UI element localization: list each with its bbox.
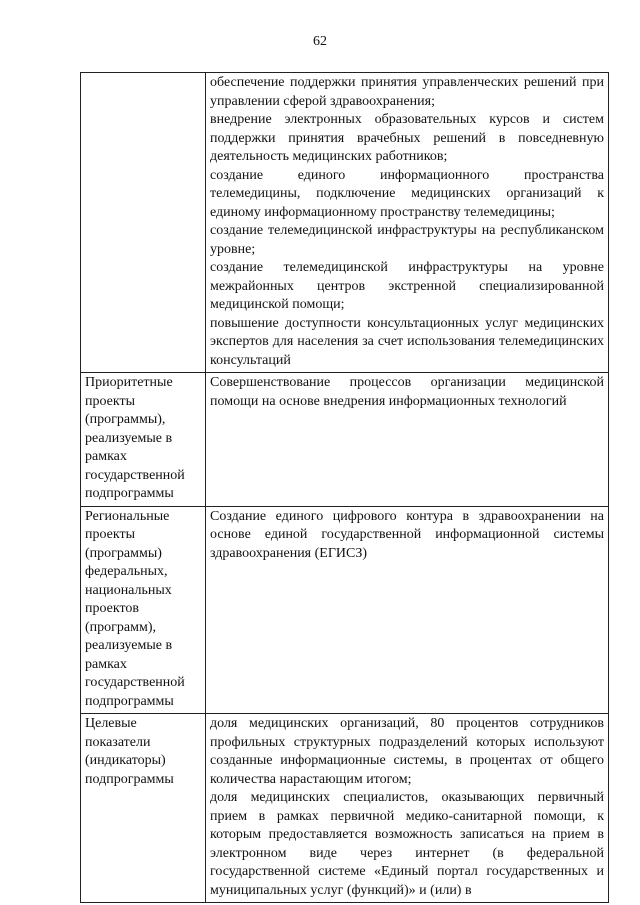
content-paragraph: повышение доступности консультационных услуг медицинских экспертов для населения за счет использования телемедицинских консультаций bbox=[210, 315, 604, 368]
content-paragraph: доля медицинских специалистов, оказывающих первичный прием в рамках первичной медико-санитарной помощи, к которым предоставляется возможность записаться на прием в электронном виде через интернет (в федеральной государственной системе «Единый портал государственных и муниципальных услуг (функций)» и (или) в bbox=[210, 790, 604, 898]
row-content bbox=[206, 506, 609, 714]
content-paragraph: создание телемедицинской инфраструктуры на республиканском уровне; bbox=[210, 223, 604, 257]
program-table bbox=[80, 72, 609, 903]
table-row bbox=[81, 714, 609, 903]
row-content bbox=[206, 373, 609, 507]
row-label bbox=[81, 73, 206, 373]
row-content bbox=[206, 714, 609, 903]
row-label: Региональные проекты (программы) федеральных, национальных проектов (программ), реализуемые в рамках государственной подпрограммы bbox=[81, 506, 206, 714]
content-paragraph: создание телемедицинской инфраструктуры на уровне межрайонных центров экстренной специализированной медицинской помощи; bbox=[210, 260, 604, 312]
content-paragraph: создание единого информационного пространства телемедицины, подключение медицинских организаций к единому информационному пространству телемедицины; bbox=[210, 167, 604, 220]
content-paragraph: Совершенствование процессов организации медицинской помощи на основе внедрения информационных технологий bbox=[210, 375, 604, 409]
content-paragraph: внедрение электронных образовательных курсов и систем поддержки принятия врачебных решений в повседневную деятельность медицинских работников; bbox=[210, 112, 604, 164]
row-label: Целевые показатели (индикаторы) подпрограммы bbox=[81, 714, 206, 903]
table-row bbox=[81, 373, 609, 507]
table-row bbox=[81, 506, 609, 714]
table-row bbox=[81, 73, 609, 373]
row-label: Приоритетные проекты (программы), реализуемые в рамках государственной подпрограммы bbox=[81, 373, 206, 507]
content-paragraph: доля медицинских организаций, 80 процентов сотрудников профильных структурных подразделений которых используют созданные информационные системы, в процентах от общего количества нарастающим итогом; bbox=[210, 716, 604, 787]
content-paragraph: обеспечение поддержки принятия управленческих решений при управлении сферой здравоохранения; bbox=[210, 75, 604, 109]
row-content bbox=[206, 73, 609, 373]
page-number: 62 bbox=[313, 34, 327, 49]
content-paragraph: Создание единого цифрового контура в здравоохранении на основе единой государственной информационной системы здравоохранения (ЕГИСЗ) bbox=[210, 508, 604, 561]
